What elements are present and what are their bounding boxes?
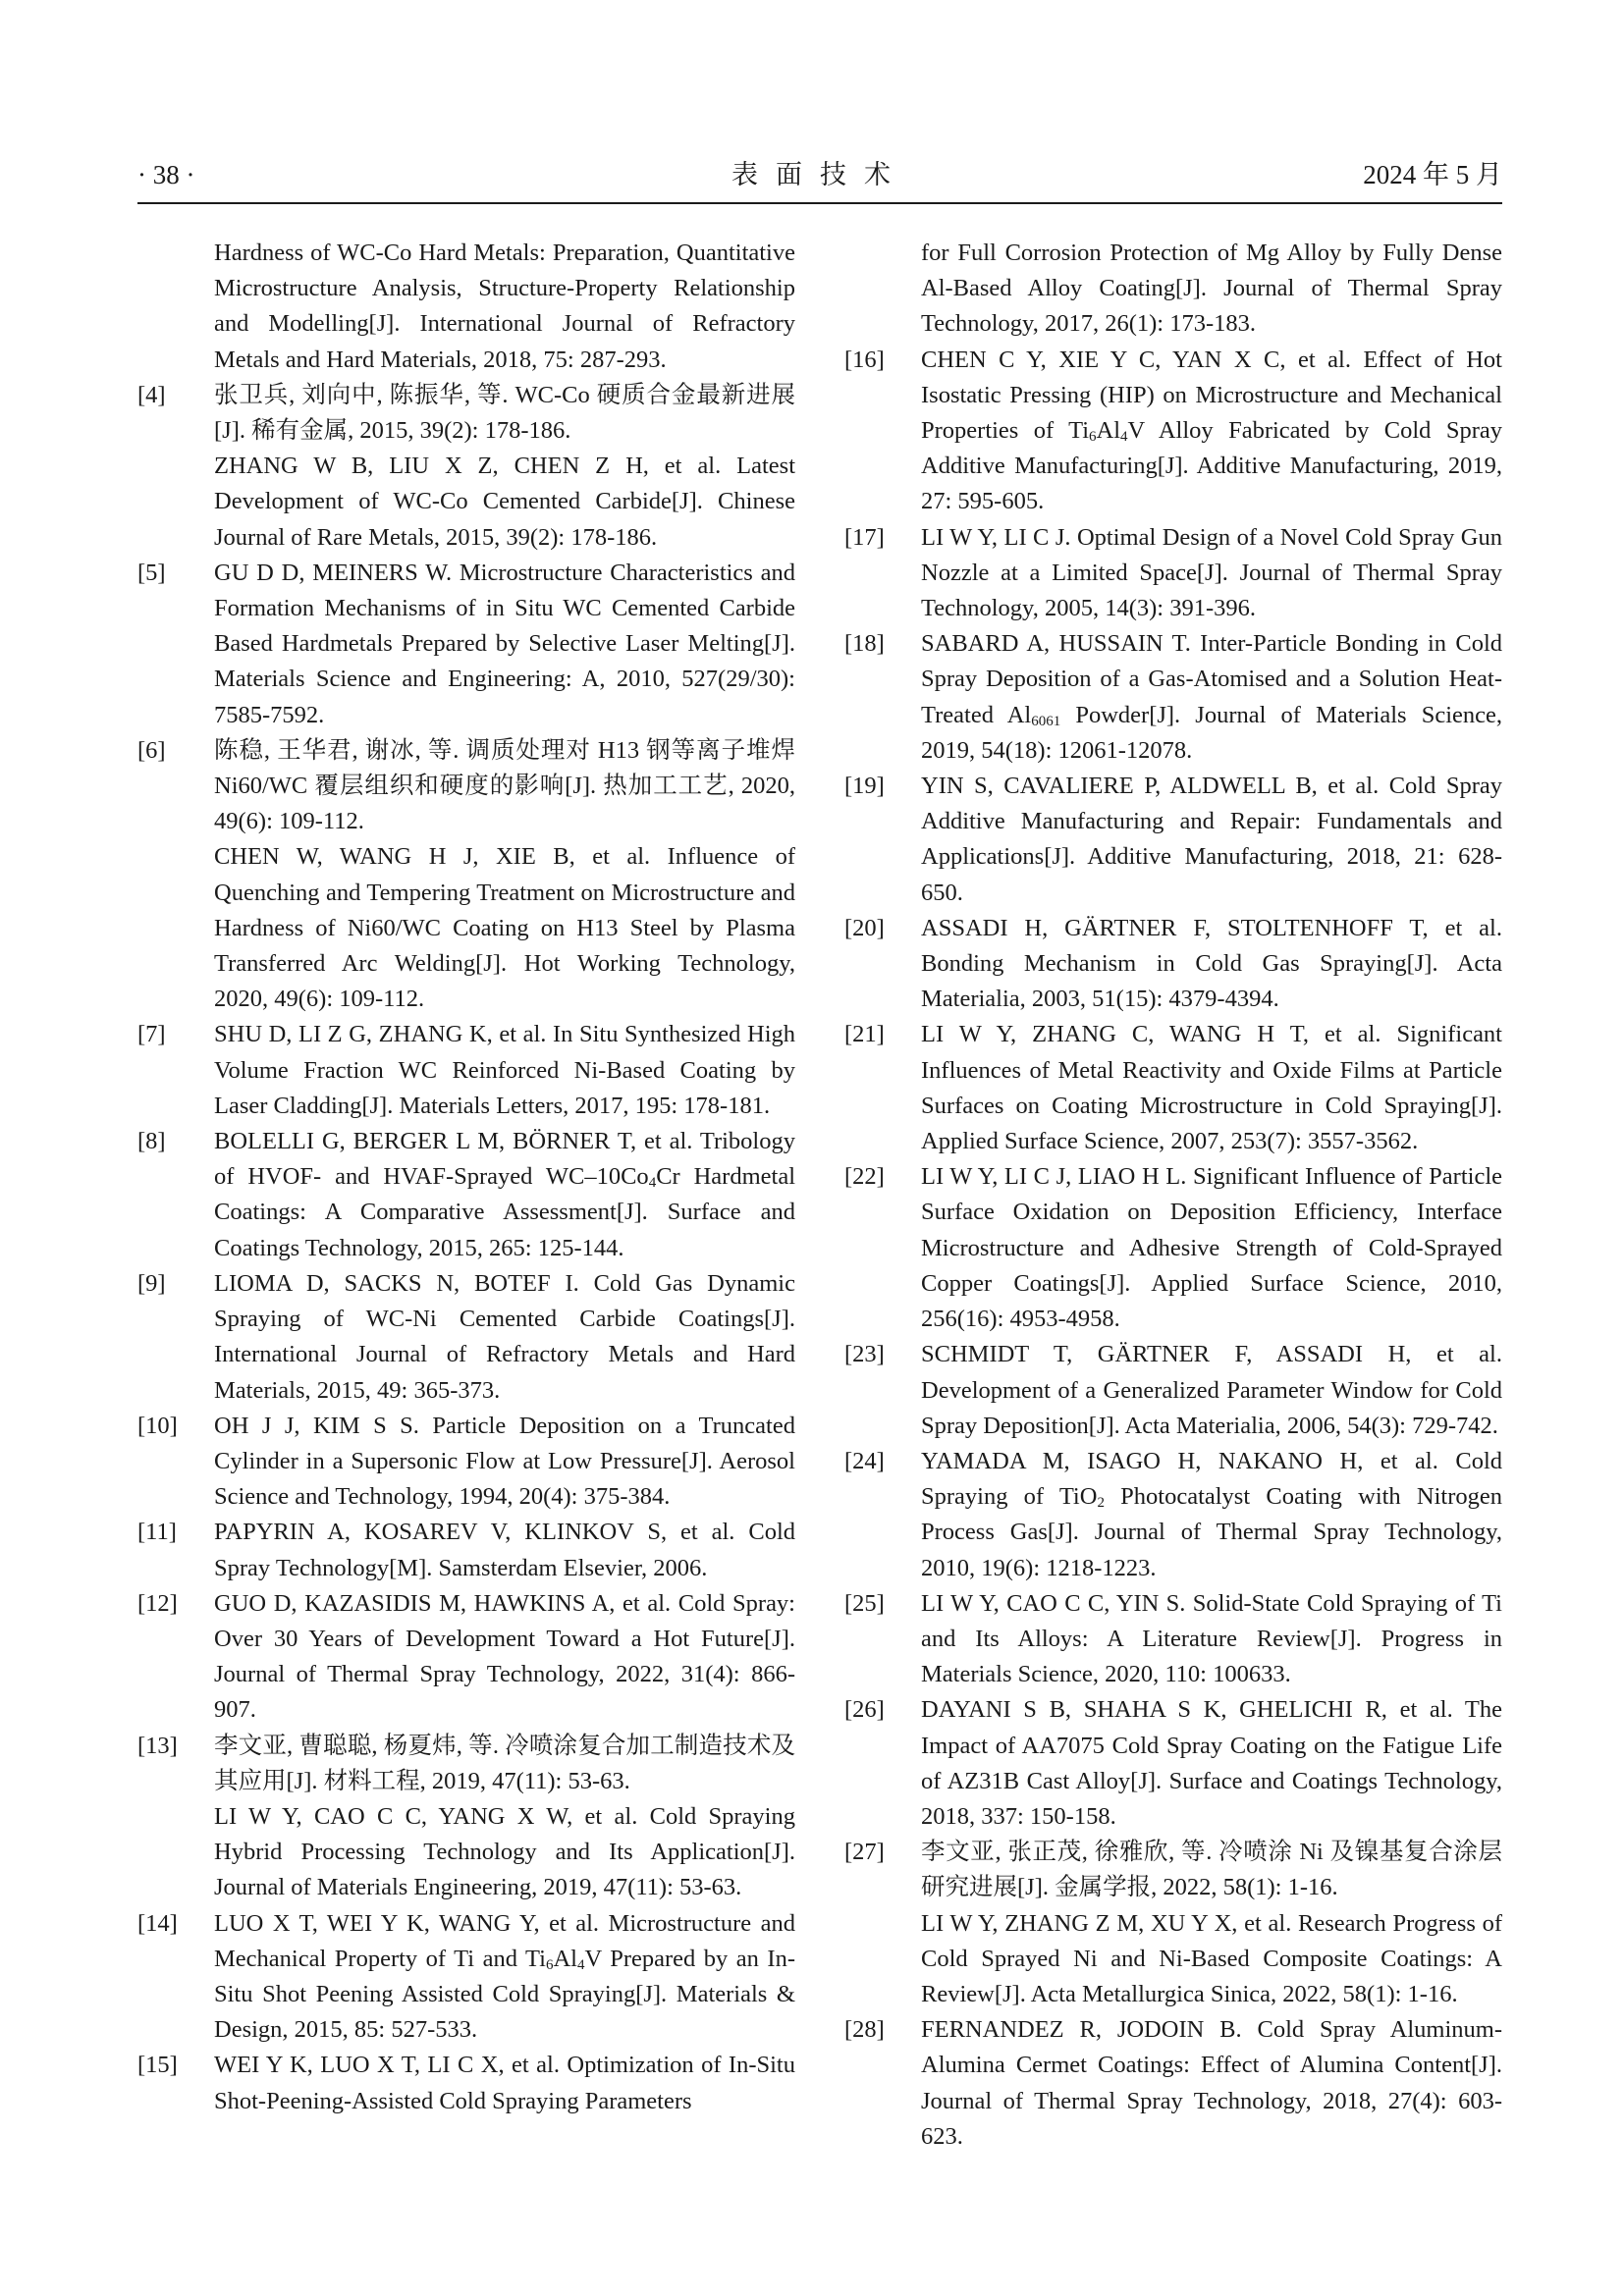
reference-item [844,2012,1502,2155]
reference-item [137,236,795,378]
reference-number: [21] [844,1021,885,1048]
reference-text [921,2012,1502,2155]
reference-text [214,1266,795,1409]
text-segment: OH J J, KIM S S. Particle Deposition on a Truncated Cylinder in a Supersonic Flow at Low Pressure[J]. Aerosol Science and Technology, 1994, 20(4): 375-384. [214,1412,795,1511]
reference-item [137,2048,795,2118]
reference-item [137,1515,795,1585]
reference-item [844,236,1502,343]
reference-text [921,236,1502,343]
reference-number: [27] [844,1839,885,1866]
reference-item [137,1906,795,2049]
text-segment: FERNANDEZ R, JODOIN B. Cold Spray Aluminum-Alumina Cermet Coatings: Effect of Alumina Content[J]. Journal of Thermal Spray Technology, 2018, 27(4): 603-623. [921,2016,1502,2150]
subscript: 6 [1089,429,1097,446]
reference-number: [26] [844,1696,885,1724]
reference-item [844,769,1502,911]
reference-text [214,1409,795,1516]
subscript: 4 [648,1175,657,1192]
reference-item [137,1729,795,1906]
text-segment: Hardness of WC-Co Hard Metals: Preparation, Quantitative Microstructure Analysis, Structure-Property Relationship and Modelling[J]. International Journal of Refractory Metals and Hard Materials, 2018, 75: 287-293. [214,240,795,373]
reference-text [921,1017,1502,1159]
reference-text [921,911,1502,1018]
reference-item [137,378,795,556]
text-segment: ZHANG W B, LIU X Z, CHEN Z H, et al. Latest Development of WC-Co Cemented Carbide[J]. Chinese Journal of Rare Metals, 2015, 39(2): 178-186. [214,453,795,551]
reference-number: [7] [137,1021,166,1048]
text-segment: BOLELLI G, BERGER L M, BÖRNER T, et al. Tribology of HVOF- and HVAF-Sprayed WC–10Co [214,1128,795,1191]
reference-text [214,556,795,733]
text-segment: LI W Y, ZHANG C, WANG H T, et al. Significant Influences of Metal Reactivity and Oxide Films at Particle Surfaces on Coating Microstructure in Cold Spraying[J]. Applied Surface Science, 2007, 253(7): 3557-3562. [921,1021,1502,1155]
text-segment: 张卫兵, 刘向中, 陈振华, 等. WC-Co 硬质合金最新进展[J]. 稀有金属, 2015, 39(2): 178-186. [214,381,795,445]
text-segment: LI W Y, LI C J, LIAO H L. Significant Influence of Particle Surface Oxidation on Deposition Efficiency, Interface Microstructure and Adhesive Strength of Cold-Sprayed Copper Coatings[J]. Applied Surface Science, 2010, 256(16): 4953-4958. [921,1163,1502,1333]
text-segment: SHU D, LI Z G, ZHANG K, et al. In Situ Synthesized High Volume Fraction WC Reinforced Ni-Based Coating by Laser Cladding[J]. Materials Letters, 2017, 195: 178-181. [214,1021,795,1119]
text-segment: ASSADI H, GÄRTNER F, STOLTENHOFF T, et al. Bonding Mechanism in Cold Gas Spraying[J]. Acta Materialia, 2003, 51(15): 4379-4394. [921,914,1502,1013]
reference-text [214,733,795,840]
reference-text [921,520,1502,627]
reference-item [137,1586,795,1729]
text-segment: for Full Corrosion Protection of Mg Alloy by Fully Dense Al-Based Alloy Coating[J]. Journal of Thermal Spray Technology, 2017, 26(1): 173-183. [921,240,1502,338]
subscript: 2 [1097,1495,1105,1512]
reference-number: [14] [137,1909,178,1937]
reference-text [214,449,795,556]
reference-number: [6] [137,736,166,764]
text-segment: CHEN W, WANG H J, XIE B, et al. Influence of Quenching and Tempering Treatment on Microstructure and Hardness of Ni60/WC Coating on H13 Steel by Plasma Transferred Arc Welding[J]. Hot Working Technology, 2020, 49(6): 109-112. [214,843,795,1013]
reference-item [844,1586,1502,1693]
text-segment: V Alloy Fabricated by Cold Spray Additive Manufacturing[J]. Additive Manufacturing, 2019, 27: 595-605. [921,417,1502,515]
reference-item [844,343,1502,520]
reference-number: [16] [844,346,885,373]
reference-item [844,1017,1502,1159]
reference-text [214,236,795,378]
reference-text [921,626,1502,769]
reference-text [921,1586,1502,1693]
reference-text [214,839,795,1017]
text-segment: GUO D, KAZASIDIS M, HAWKINS A, et al. Cold Spray: Over 30 Years of Development Toward a Hot Future[J]. Journal of Thermal Spray Technology, 2022, 31(4): 866-907. [214,1589,795,1724]
reference-item [844,520,1502,627]
text-segment: Powder[J]. Journal of Materials Science, 2019, 54(18): 12061-12078. [921,701,1503,764]
reference-item [137,556,795,733]
text-segment: V Prepared by an In-Situ Shot Peening Assisted Cold Spraying[J]. Materials & Design, 2015, 85: 527-533. [214,1945,795,2044]
reference-number: [4] [137,381,166,408]
reference-text [921,1159,1502,1337]
reference-item [137,733,795,1018]
reference-text [921,1337,1502,1444]
reference-item [137,1017,795,1124]
text-segment: LI W Y, ZHANG Z M, XU Y X, et al. Research Progress of Cold Sprayed Ni and Ni-Based Composite Coatings: A Review[J]. Acta Metallurgica Sinica, 2022, 58(1): 1-16. [921,1909,1502,2007]
issue-date: 2024 年 5 月 [1363,160,1502,189]
reference-text [921,1692,1502,1835]
reference-text [921,343,1502,520]
reference-number: [12] [137,1589,178,1617]
reference-number: [18] [844,630,885,658]
text-segment: LUO X T, WEI Y K, WANG Y, et al. Microstructure and Mechanical Property of Ti and Ti [214,1909,795,1972]
reference-item [844,911,1502,1018]
reference-text [214,1799,795,1906]
reference-text [214,1586,795,1729]
header-rule [137,202,1502,204]
subscript: 6061 [1031,713,1061,729]
reference-number: [15] [137,2052,178,2079]
text-segment: GU D D, MEINERS W. Microstructure Characteristics and Formation Mechanisms of in Situ WC Cemented Carbide Based Hardmetals Prepared by Selective Laser Melting[J]. Materials Science and Engineering: A, 2010, 527(29/30): 7585-7592. [214,559,795,728]
reference-text [214,2048,795,2118]
reference-number: [28] [844,2016,885,2044]
text-segment: PAPYRIN A, KOSAREV V, KLINKOV S, et al. Cold Spray Technology[M]. Samsterdam Elsevier, 2006. [214,1519,795,1581]
text-segment: 李文亚, 张正茂, 徐雅欣, 等. 冷喷涂 Ni 及镍基复合涂层研究进展[J]. 金属学报, 2022, 58(1): 1-16. [921,1839,1502,1901]
page-number: · 38 · [137,160,195,189]
reference-text [214,1017,795,1124]
text-segment: SABARD A, HUSSAIN T. Inter-Particle Bonding in Cold Spray Deposition of a Gas-Atomised and a Solution Heat-Treated Al [921,630,1502,728]
running-header [137,157,1502,198]
reference-text [214,1515,795,1585]
reference-number: [22] [844,1163,885,1191]
reference-text [921,1835,1502,1905]
reference-number: [24] [844,1447,885,1474]
text-segment: 陈稳, 王华君, 谢冰, 等. 调质处理对 H13 钢等离子堆焊 Ni60/WC 覆层组织和硬度的影响[J]. 热加工工艺, 2020, 49(6): 109-112. [214,736,795,835]
text-segment: CHEN C Y, XIE Y C, YAN X C, et al. Effect of Hot Isostatic Pressing (HIP) on Microstructure and Mechanical Properties of Ti [921,346,1502,445]
right-column [844,236,1502,2155]
text-segment: YIN S, CAVALIERE P, ALDWELL B, et al. Cold Spray Additive Manufacturing and Repair: Fundamentals and Applications[J]. Additive Manufacturing, 2018, 21: 628-650. [921,773,1502,906]
left-column [137,236,795,2119]
reference-item [137,1124,795,1266]
reference-item [844,1835,1502,2012]
subscript: 4 [576,1956,585,1973]
reference-number: [25] [844,1589,885,1617]
reference-item [844,1692,1502,1835]
subscript: 6 [545,1956,554,1973]
text-segment: YAMADA M, ISAGO H, NAKANO H, et al. Cold Spraying of TiO [921,1447,1502,1511]
reference-number: [10] [137,1412,178,1439]
reference-number: [17] [844,523,885,551]
reference-item [137,1409,795,1516]
reference-number: [13] [137,1732,178,1759]
journal-name: 表面技术 [731,160,908,189]
reference-text [921,1444,1502,1586]
reference-text [214,1729,795,1799]
reference-item [844,1337,1502,1444]
reference-number: [5] [137,559,166,586]
text-segment: Al [1096,417,1121,445]
reference-number: [20] [844,914,885,941]
reference-text [921,769,1502,911]
text-segment: WEI Y K, LUO X T, LI C X, et al. Optimization of In-Situ Shot-Peening-Assisted Cold Spraying Parameters [214,2052,795,2114]
text-segment: Photocatalyst Coating with Nitrogen Process Gas[J]. Journal of Thermal Spray Technology, 2010, 19(6): 1218-1223. [921,1483,1502,1581]
subscript: 4 [1120,429,1128,446]
text-segment: SCHMIDT T, GÄRTNER F, ASSADI H, et al. Development of a Generalized Parameter Window for Cold Spray Deposition[J]. Acta Materialia, 2006, 54(3): 729-742. [921,1341,1502,1439]
reference-text [214,1906,795,2049]
text-segment: Cr Hardmetal Coatings: A Comparative Assessment[J]. Surface and Coatings Technology, 2015, 265: 125-144. [214,1163,796,1261]
text-segment: 李文亚, 曹聪聪, 杨夏炜, 等. 冷喷涂复合加工制造技术及其应用[J]. 材料工程, 2019, 47(11): 53-63. [214,1732,795,1794]
reference-number: [8] [137,1128,166,1155]
reference-number: [11] [137,1519,177,1546]
text-segment: DAYANI S B, SHAHA S K, GHELICHI R, et al. The Impact of AA7075 Cold Spray Coating on the Fatigue Life of AZ31B Cast Alloy[J]. Surface and Coatings Technology, 2018, 337: 150-158. [921,1696,1502,1830]
reference-number: [9] [137,1269,166,1297]
reference-item [844,1444,1502,1586]
reference-item [844,1159,1502,1337]
reference-number: [23] [844,1341,885,1368]
text-segment: LI W Y, CAO C C, YANG X W, et al. Cold Spraying Hybrid Processing Technology and Its Application[J]. Journal of Materials Engineering, 2019, 47(11): 53-63. [214,1802,795,1901]
text-segment: LI W Y, CAO C C, YIN S. Solid-State Cold Spraying of Ti and Its Alloys: A Literature Review[J]. Progress in Materials Science, 2020, 110: 100633. [921,1589,1502,1688]
reference-item [844,626,1502,769]
reference-text [214,378,795,449]
text-segment: LI W Y, LI C J. Optimal Design of a Novel Cold Spray Gun Nozzle at a Limited Space[J]. Journal of Thermal Spray Technology, 2005, 14(3): 391-396. [921,523,1502,622]
reference-text [921,1906,1502,2013]
reference-item [137,1266,795,1409]
text-segment: LIOMA D, SACKS N, BOTEF I. Cold Gas Dynamic Spraying of WC-Ni Cemented Carbide Coatings[J]. International Journal of Refractory Metals and Hard Materials, 2015, 49: 365-373. [214,1269,795,1404]
reference-number: [19] [844,773,885,800]
text-segment: Al [553,1945,577,1972]
reference-text [214,1124,795,1266]
